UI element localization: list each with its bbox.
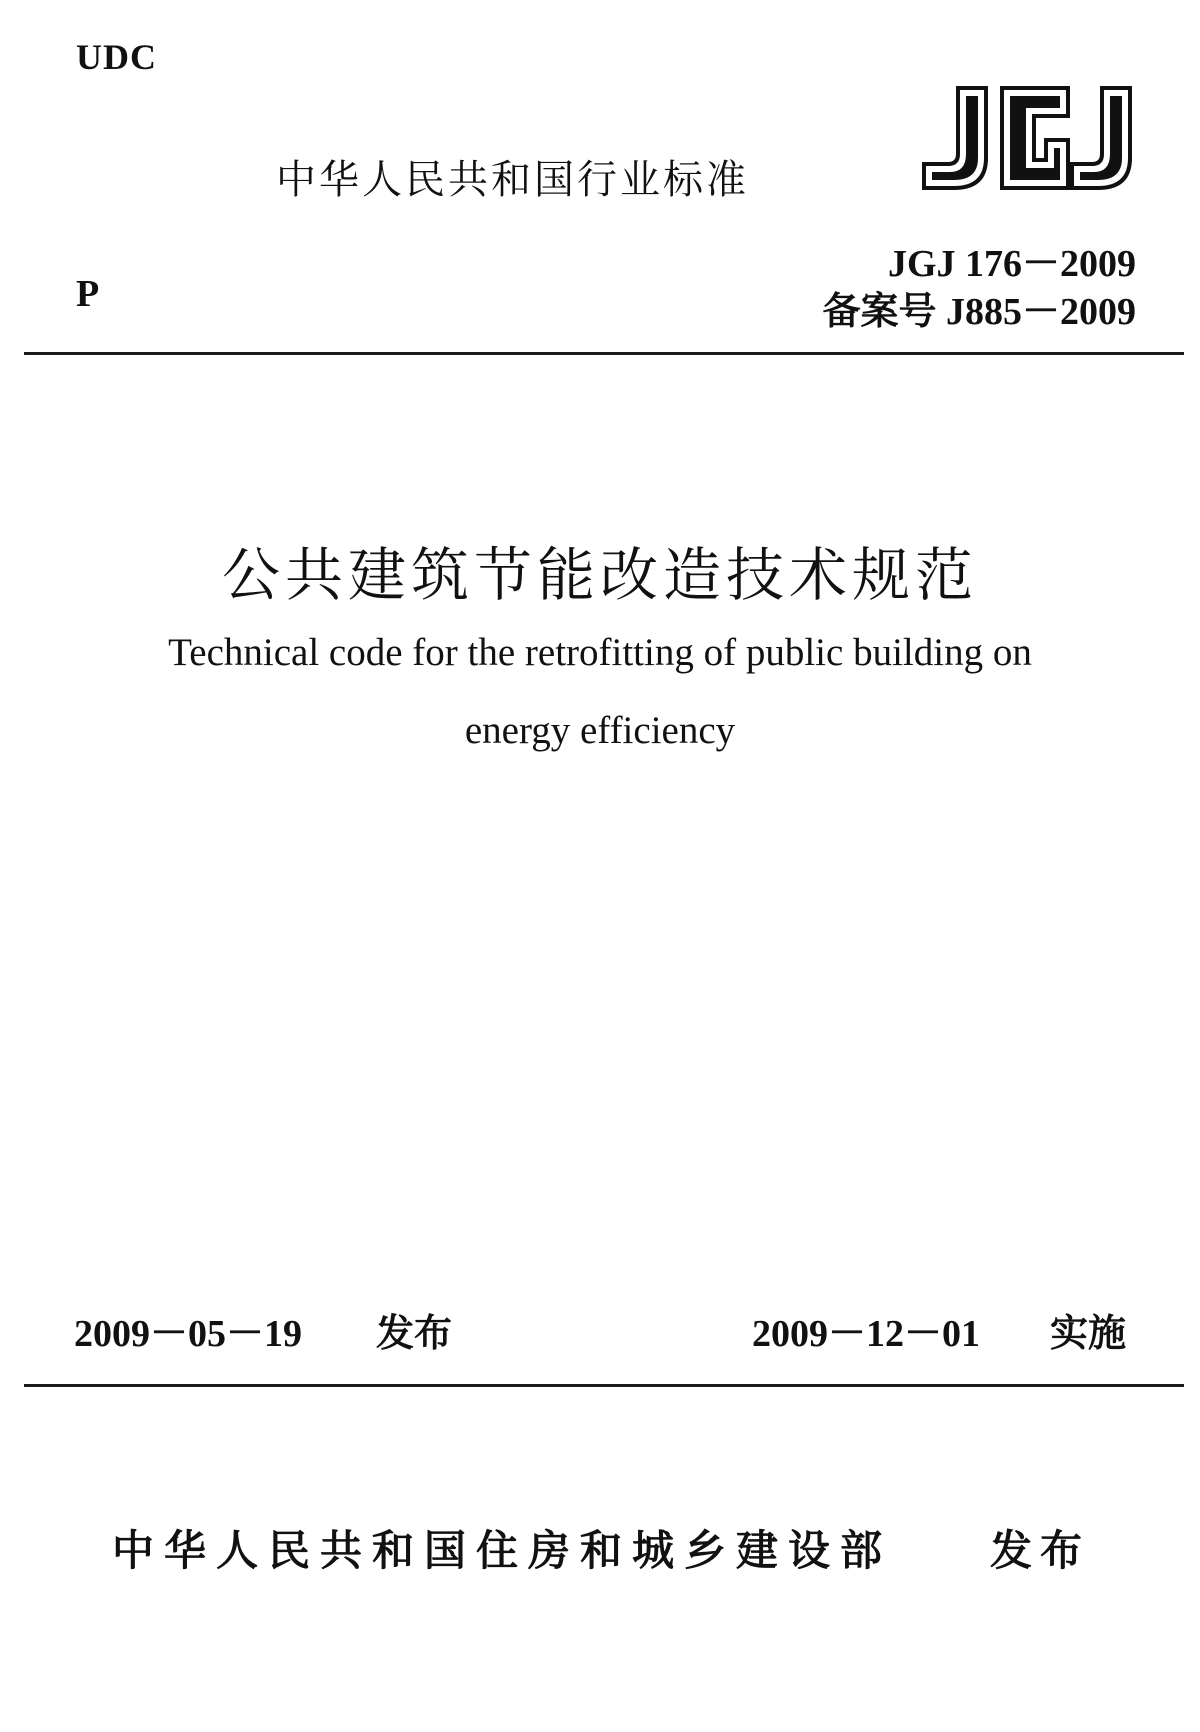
implementation-date: 2009－12－01 [752, 1313, 981, 1355]
classification-code: P [76, 273, 100, 315]
logo-letter-g [1002, 88, 1068, 188]
industry-standard-title: 中华人民共和国行业标准 [276, 157, 749, 203]
standard-number: JGJ 176－2009 [887, 243, 1136, 285]
jgj-logo-graphic [918, 84, 1140, 192]
top-divider [24, 352, 1184, 355]
document-title-english-line1: Technical code for the retrofitting of public building on [168, 631, 1032, 674]
document-title-english-line2: energy efficiency [464, 709, 736, 752]
udc-label: UDC [76, 37, 157, 77]
logo-letter-j-left [924, 88, 986, 188]
implementation-label: 实施 [1050, 1311, 1127, 1355]
publisher-name: 中华人民共和国住房和城乡建设部 [112, 1526, 893, 1575]
publish-label: 发布 [990, 1526, 1091, 1575]
issue-date: 2009－05－19 [74, 1313, 303, 1355]
issue-label: 发布 [376, 1311, 453, 1355]
bottom-divider [24, 1384, 1184, 1387]
record-number: 备案号 J885－2009 [822, 291, 1136, 333]
jgj-logo [918, 84, 1140, 192]
document-title-chinese: 公共建筑节能改造技术规范 [221, 541, 978, 609]
logo-letter-j-right [1072, 88, 1130, 188]
